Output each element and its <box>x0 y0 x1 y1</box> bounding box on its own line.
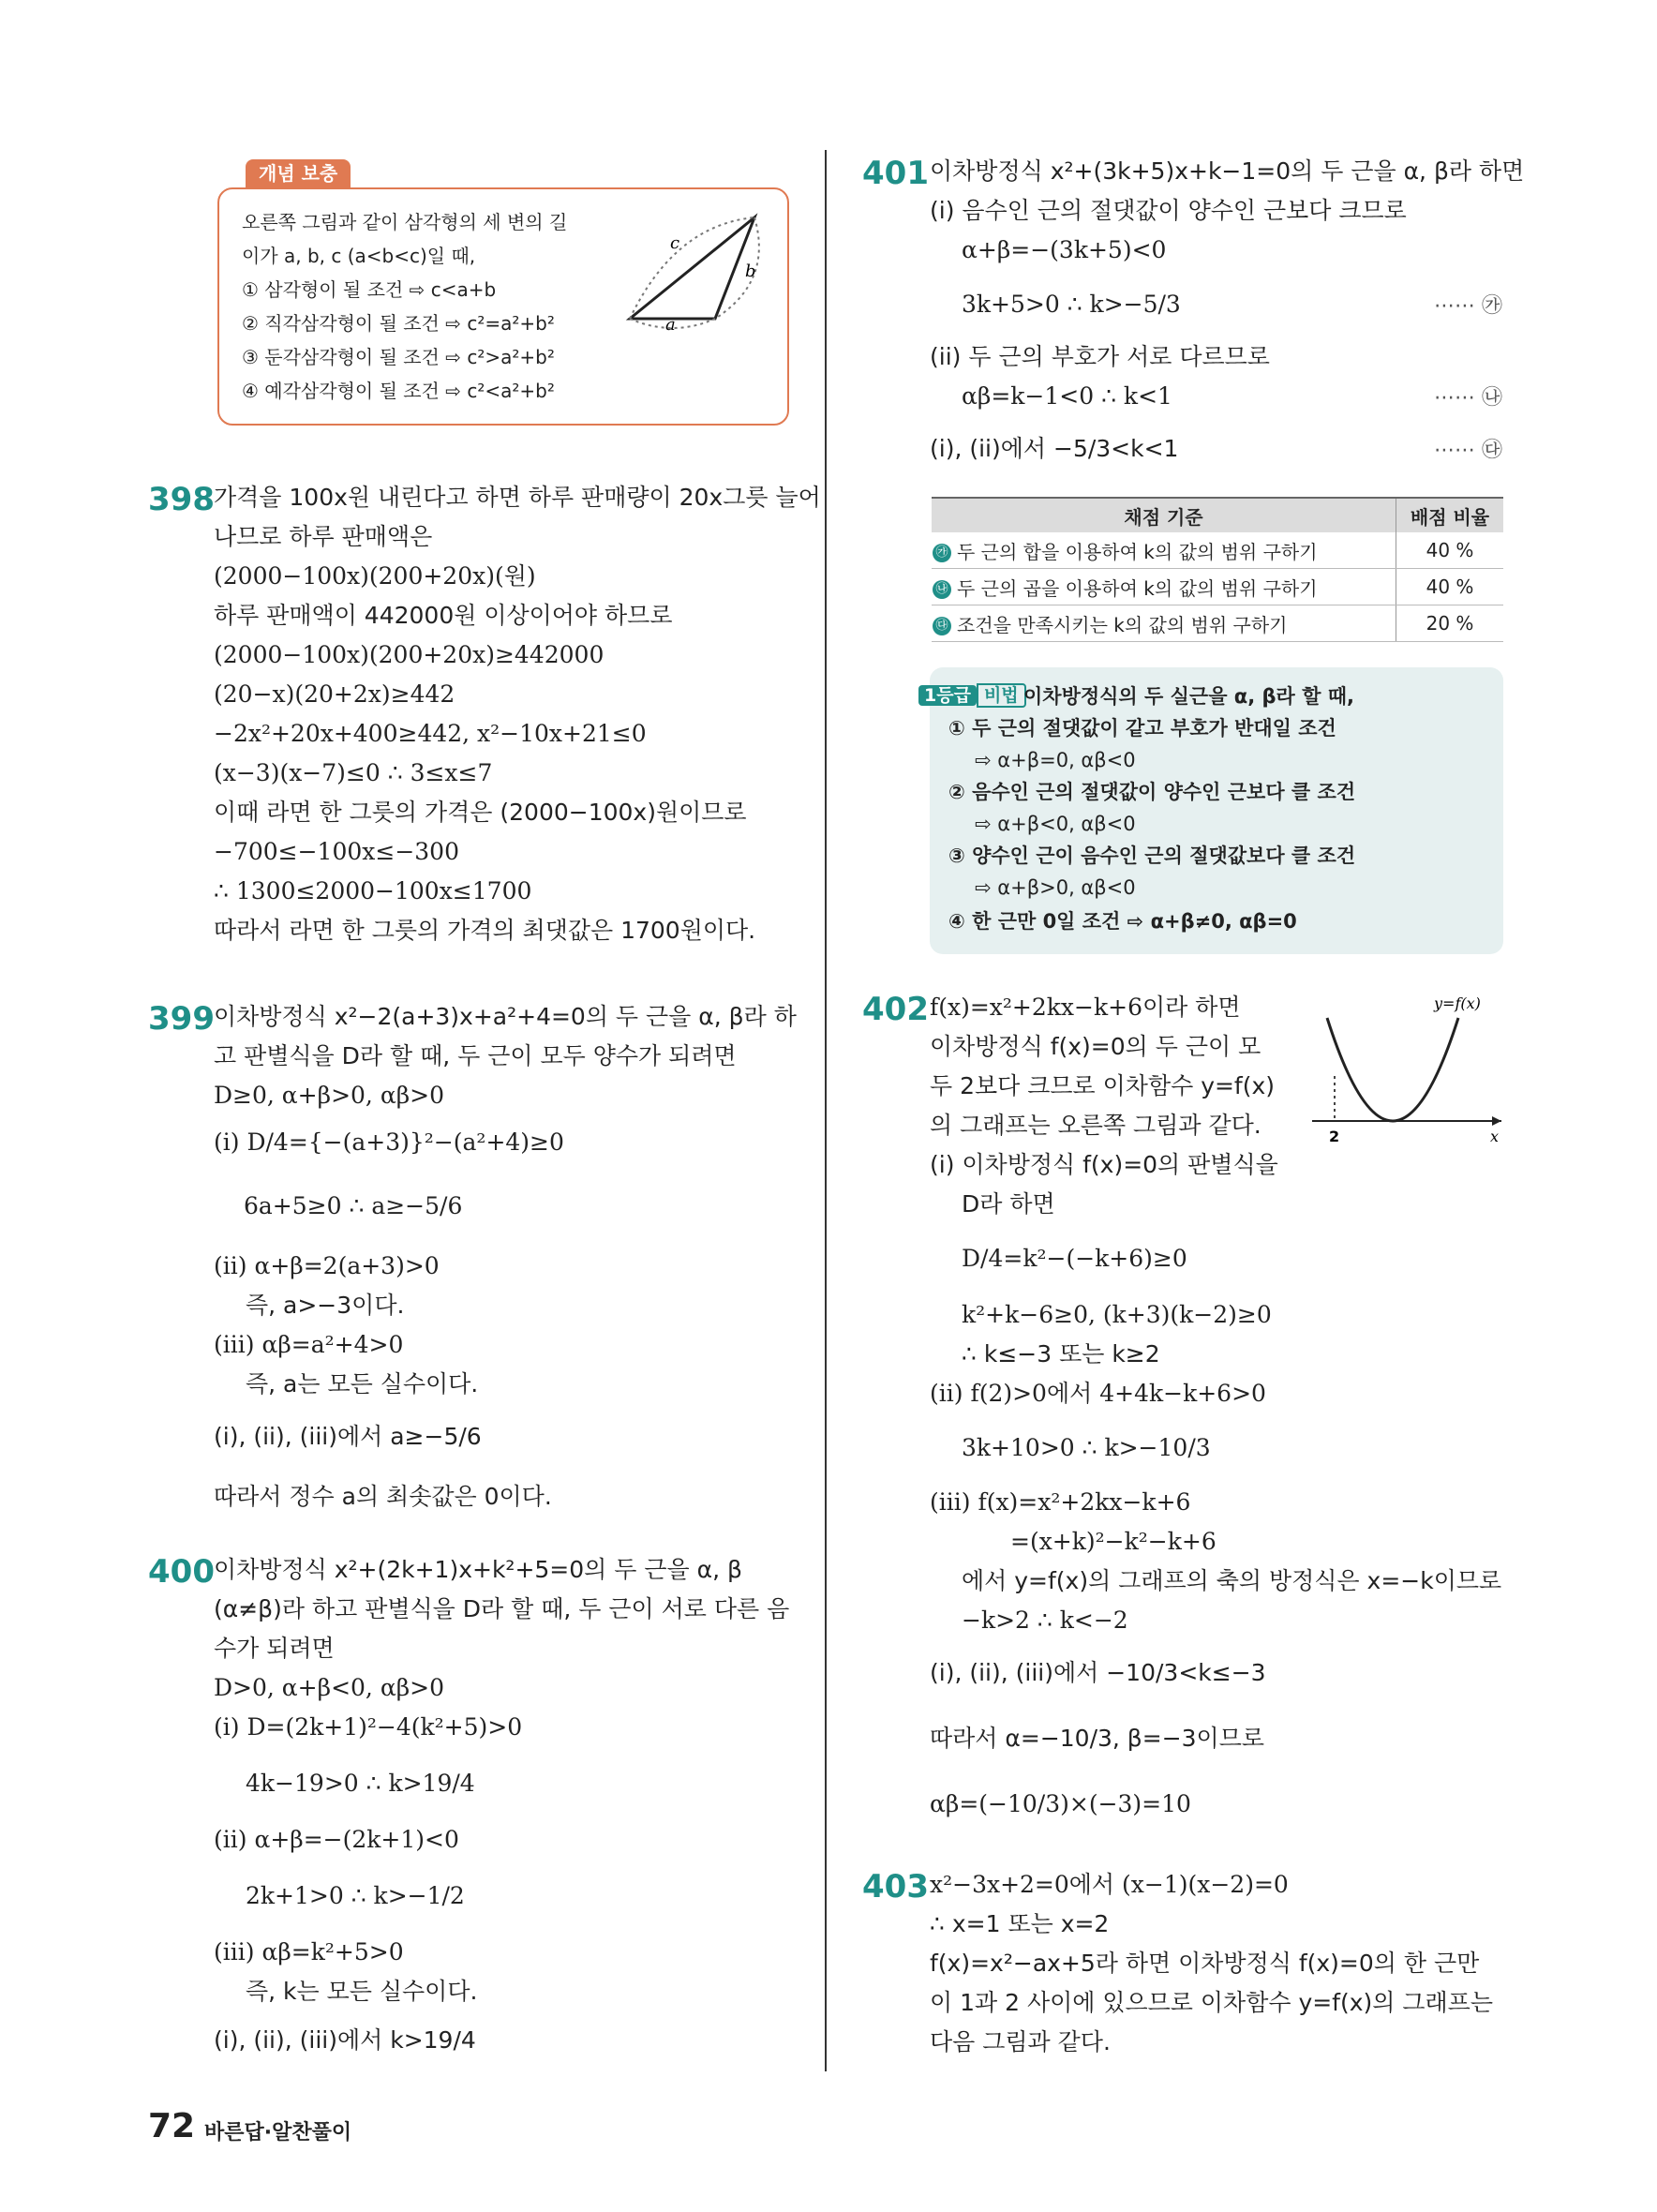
tip-line: ⇨ α+β<0, αβ<0 <box>975 813 1136 835</box>
tip-line: ② 음수인 근의 절댓값이 양수인 근보다 클 조건 <box>948 781 1356 803</box>
tip-line: ③ 양수인 근이 음수인 근의 절댓값보다 클 조건 <box>948 844 1356 867</box>
solution-line: 가격을 100x원 내린다고 하면 하루 판매량이 20x그릇 늘어 <box>214 484 821 511</box>
solution-line: (iii) αβ=a²+4>0 <box>214 1331 404 1358</box>
tip-line: ④ 한 근만 0일 조건 ⇨ α+β≠0, αβ=0 <box>948 910 1297 933</box>
tip-line: ⇨ α+β>0, αβ<0 <box>975 876 1136 899</box>
solution-line: (i), (ii), (iii)에서 k>19/4 <box>214 2026 476 2054</box>
solution-line: (ii) 두 근의 부호가 서로 다르므로 <box>930 343 1270 370</box>
solution-line: 이차방정식 x²+(2k+1)x+k²+5=0의 두 근을 α, β <box>214 1556 742 1583</box>
problem-number: 403 <box>862 1868 929 1906</box>
solution-line: D/4=k²−(−k+6)≥0 <box>962 1245 1187 1272</box>
solution-line: 즉, k는 모든 실수이다. <box>246 1978 478 2005</box>
solution-line: 따라서 라면 한 그릇의 가격의 최댓값은 1700원이다. <box>214 917 756 944</box>
solution-line: 이차방정식 x²+(3k+5)x+k−1=0의 두 근을 α, β라 하면 <box>930 157 1525 185</box>
concept-line: ④ 예각삼각형이 될 조건 ⇨ c²<a²+b² <box>242 380 555 402</box>
solution-line: 3k+5>0 ∴ k>−5/3 <box>962 291 1181 318</box>
problem-number: 399 <box>148 1000 215 1038</box>
tip-title: 이차방정식의 두 실근을 α, β라 할 때, <box>1023 685 1354 708</box>
solution-line: 2k+1>0 ∴ k>−1/2 <box>246 1882 465 1909</box>
solution-line: (x−3)(x−7)≤0 ∴ 3≤x≤7 <box>214 759 493 786</box>
x-axis-arrow <box>1492 1116 1501 1126</box>
mark-ga: ⋯⋯ ㉮ <box>1434 294 1502 318</box>
score-header: 배점 비율 <box>1396 498 1504 532</box>
problem-number: 400 <box>148 1553 215 1591</box>
solution-line: 이차방정식 x²−2(a+3)x+a²+4=0의 두 근을 α, β라 하 <box>214 1003 797 1030</box>
tip-tag <box>918 682 1026 709</box>
solution-line: 두 2보다 크므로 이차함수 y=f(x) <box>930 1072 1276 1099</box>
solution-line: ∴ 1300≤2000−100x≤1700 <box>214 877 532 904</box>
solution-line: 다음 그림과 같다. <box>930 2028 1111 2055</box>
score-ratio: 40 % <box>1396 569 1504 605</box>
func-label: y=f(x) <box>1434 994 1481 1012</box>
solution-line: ∴ x=1 또는 x=2 <box>930 1910 1110 1937</box>
solution-line: (2000−100x)(200+20x)≥442000 <box>214 641 605 668</box>
solution-line: −2x²+20x+400≥442, x²−10x+21≤0 <box>214 720 647 747</box>
solution-line: D>0, α+β<0, αβ>0 <box>214 1674 445 1701</box>
table-row <box>932 605 1503 642</box>
solution-line: 6a+5≥0 ∴ a≥−5/6 <box>244 1192 463 1219</box>
score-ratio: 20 % <box>1396 605 1504 642</box>
concept-line: ① 삼각형이 될 조건 ⇨ c<a+b <box>242 278 497 301</box>
solution-line: D라 하면 <box>962 1190 1055 1218</box>
score-criterion: 두 근의 곱을 이용하여 k의 값의 범위 구하기 <box>957 576 1318 600</box>
solution-line: (iii) αβ=k²+5>0 <box>214 1938 404 1965</box>
solution-line: 따라서 α=−10/3, β=−3이므로 <box>930 1725 1265 1752</box>
mark-icon: ㉮ <box>933 544 951 562</box>
solution-line: f(x)=x²−ax+5라 하면 이차방정식 f(x)=0의 한 근만 <box>930 1950 1480 1977</box>
solution-line: (α≠β)라 하고 판별식을 D라 할 때, 두 근이 서로 다른 음 <box>214 1595 790 1622</box>
table-row <box>932 569 1503 605</box>
solution-line: 즉, a는 모든 실수이다. <box>246 1370 479 1397</box>
solution-line: 이차방정식 f(x)=0의 두 근이 모 <box>930 1033 1261 1060</box>
concept-line: ② 직각삼각형이 될 조건 ⇨ c²=a²+b² <box>242 312 555 335</box>
label-b: b <box>745 262 756 281</box>
solution-line: (ii) f(2)>0에서 4+4k−k+6>0 <box>930 1380 1266 1407</box>
solution-line: 이 1과 2 사이에 있으므로 이차함수 y=f(x)의 그래프는 <box>930 1989 1493 2016</box>
solution-line: ∴ k≤−3 또는 k≥2 <box>962 1340 1160 1368</box>
concept-line: 이가 a, b, c (a<b<c)일 때, <box>242 245 476 267</box>
solution-line: −k>2 ∴ k<−2 <box>962 1607 1128 1634</box>
solution-line: αβ=k−1<0 ∴ k<1 <box>962 382 1172 410</box>
solution-line: (i) 음수인 근의 절댓값이 양수인 근보다 크므로 <box>930 197 1407 224</box>
solution-line: (i) D=(2k+1)²−4(k²+5)>0 <box>214 1713 523 1741</box>
solution-line: αβ=(−10/3)×(−3)=10 <box>930 1790 1191 1817</box>
score-header: 채점 기준 <box>932 498 1396 532</box>
solution-line: (i), (ii)에서 −5/3<k<1 <box>930 435 1179 462</box>
solution-line: f(x)=x²+2kx−k+6이라 하면 <box>930 994 1241 1021</box>
label-a: a <box>665 315 676 335</box>
solution-line: (ii) α+β=2(a+3)>0 <box>214 1252 440 1279</box>
tip-line: ⇨ α+β=0, αβ<0 <box>975 749 1136 771</box>
mark-da: ⋯⋯ ㉰ <box>1434 439 1502 462</box>
x-label: x <box>1490 1128 1500 1145</box>
tip-tag-grade: 1등급 <box>918 685 977 706</box>
concept-line: ③ 둔각삼각형이 될 조건 ⇨ c²>a²+b² <box>242 346 555 368</box>
solution-line: (i), (ii), (iii)에서 −10/3<k≤−3 <box>930 1659 1266 1686</box>
solution-line: (i) 이차방정식 f(x)=0의 판별식을 <box>930 1151 1278 1178</box>
score-table <box>932 497 1503 642</box>
footer-title: 바른답·알찬풀이 <box>204 2121 352 2145</box>
solution-line: 의 그래프는 오른쪽 그림과 같다. <box>930 1112 1261 1139</box>
solution-line: α+β=−(3k+5)<0 <box>962 236 1167 263</box>
solution-line: 따라서 정수 a의 최솟값은 0이다. <box>214 1483 552 1510</box>
solution-line: 수가 되려면 <box>214 1635 335 1662</box>
problem-number: 401 <box>862 155 929 192</box>
solution-line: 4k−19>0 ∴ k>19/4 <box>246 1770 475 1797</box>
solution-line: (2000−100x)(200+20x)(원) <box>214 562 536 590</box>
tip-tag-secret: 비법 <box>977 683 1026 708</box>
parabola-curve <box>1327 1018 1458 1121</box>
solution-line: 3k+10>0 ∴ k>−10/3 <box>962 1434 1211 1461</box>
page-number: 72 <box>148 2107 196 2145</box>
solution-line: (iii) f(x)=x²+2kx−k+6 <box>930 1488 1191 1516</box>
mark-icon: ㉰ <box>933 617 951 635</box>
label-c: c <box>670 233 680 253</box>
solution-line: (ii) α+β=−(2k+1)<0 <box>214 1826 459 1853</box>
solution-line: k²+k−6≥0, (k+3)(k−2)≥0 <box>962 1301 1272 1328</box>
solution-line: 즉, a>−3이다. <box>246 1292 405 1319</box>
solution-line: 이때 라면 한 그릇의 가격은 (2000−100x)원이므로 <box>214 799 747 826</box>
parabola-graph <box>1308 990 1505 1158</box>
solution-line: (i) D/4={−(a+3)}²−(a²+4)≥0 <box>214 1128 564 1156</box>
table-row <box>932 532 1503 569</box>
problem-number: 398 <box>148 481 215 518</box>
solution-line: 고 판별식을 D라 할 때, 두 근이 모두 양수가 되려면 <box>214 1042 737 1069</box>
solution-line: 나므로 하루 판매액은 <box>214 523 433 550</box>
score-criterion: 조건을 만족시키는 k의 값의 범위 구하기 <box>957 613 1288 636</box>
solution-line: D≥0, α+β>0, αβ>0 <box>214 1082 445 1109</box>
solution-line: x²−3x+2=0에서 (x−1)(x−2)=0 <box>930 1871 1289 1898</box>
solution-line: −700≤−100x≤−300 <box>214 838 459 865</box>
solution-line: 에서 y=f(x)의 그래프의 축의 방정식은 x=−k이므로 <box>962 1567 1502 1594</box>
solution-line: 하루 판매액이 442000원 이상이어야 하므로 <box>214 602 673 629</box>
tick-label: 2 <box>1329 1128 1340 1145</box>
score-ratio: 40 % <box>1396 532 1504 569</box>
solution-line: (20−x)(20+2x)≥442 <box>214 680 455 708</box>
solution-line: (i), (ii), (iii)에서 a≥−5/6 <box>214 1423 482 1450</box>
solution-line: =(x+k)²−k²−k+6 <box>1010 1528 1217 1555</box>
mark-na: ⋯⋯ ㉯ <box>1434 386 1502 410</box>
concept-tag: 개념 보충 <box>246 159 351 187</box>
mark-icon: ㉯ <box>933 580 951 599</box>
problem-number: 402 <box>862 991 929 1028</box>
column-divider <box>825 150 827 2071</box>
concept-line: 오른쪽 그림과 같이 삼각형의 세 변의 길 <box>242 211 568 233</box>
triangle-diagram <box>619 206 778 337</box>
score-criterion: 두 근의 합을 이용하여 k의 값의 범위 구하기 <box>957 540 1318 563</box>
tip-line: ① 두 근의 절댓값이 같고 부호가 반대일 조건 <box>948 717 1336 740</box>
